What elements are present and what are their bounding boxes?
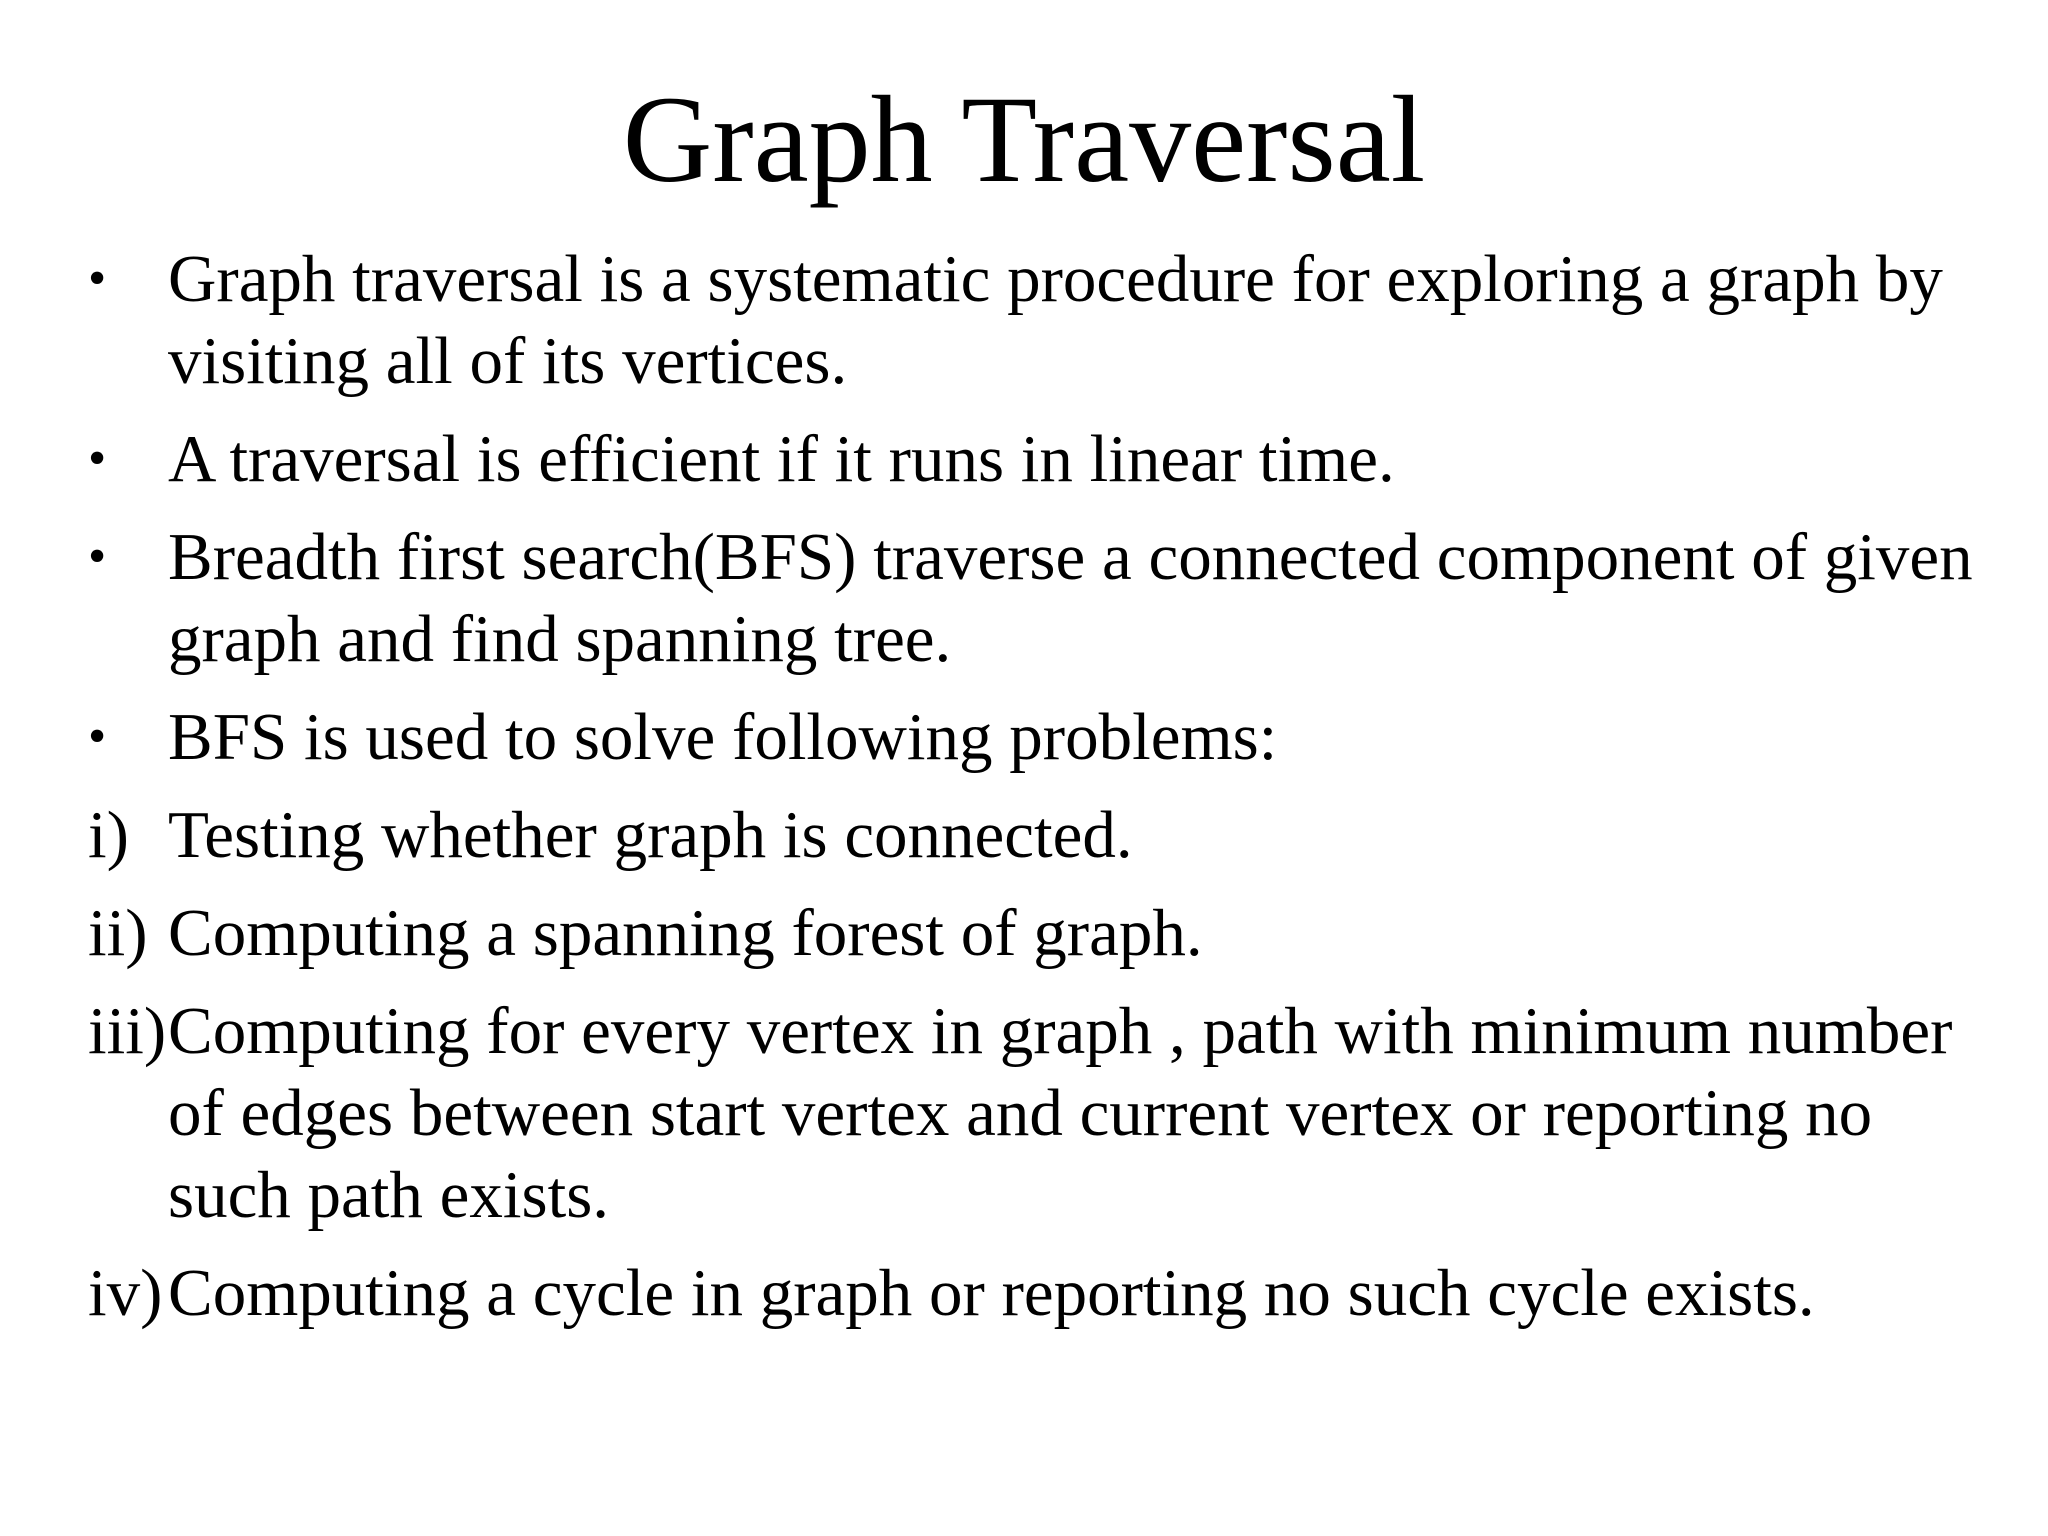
bullet-marker: •	[88, 250, 107, 307]
bullet-item	[86, 696, 1986, 778]
numbered-text: Computing a cycle in graph or reporting no such cycle exists.	[168, 1256, 1815, 1330]
numbered-text: Testing whether graph is connected.	[168, 798, 1133, 872]
numbered-item	[86, 990, 1986, 1236]
number-marker: i)	[88, 798, 129, 872]
numbered-item	[86, 794, 1986, 876]
bullet-item	[86, 418, 1986, 500]
slide-title: Graph Traversal	[622, 71, 1426, 208]
bullet-item	[86, 238, 1986, 402]
bullet-text: A traversal is efficient if it runs in linear time.	[168, 422, 1395, 496]
bullet-text: BFS is used to solve following problems:	[168, 700, 1278, 774]
bullet-text: Breadth first search(BFS) traverse a connected component of given graph and find spanning tree.	[168, 520, 1973, 676]
bullet-marker: •	[88, 430, 107, 487]
numbered-item	[86, 1252, 1986, 1334]
slide-body	[86, 238, 1986, 1350]
number-marker: iv)	[88, 1256, 163, 1330]
bullet-marker: •	[88, 708, 107, 765]
bullet-item	[86, 516, 1986, 680]
number-marker: ii)	[88, 896, 148, 970]
bullet-marker: •	[88, 528, 107, 585]
bullet-text: Graph traversal is a systematic procedure for exploring a graph by visiting all of its vertices.	[168, 242, 1943, 398]
numbered-item	[86, 892, 1986, 974]
numbered-text: Computing a spanning forest of graph.	[168, 896, 1203, 970]
number-marker: iii)	[88, 994, 167, 1068]
numbered-text: Computing for every vertex in graph , path with minimum number of edges between start vertex and current vertex or reporting no such path exists.	[168, 994, 1953, 1232]
